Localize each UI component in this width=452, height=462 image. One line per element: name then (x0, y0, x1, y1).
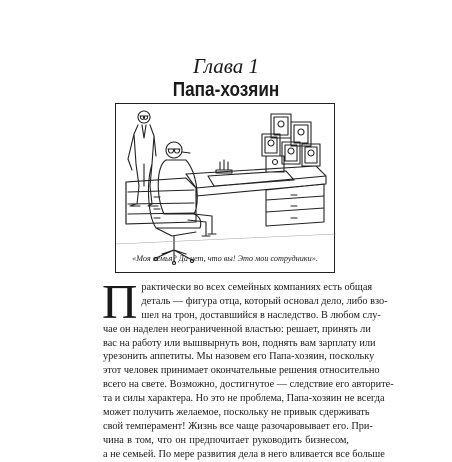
cigar (182, 152, 190, 153)
text-line: чае он наделен неограниченной властью: решает, принять ли (103, 323, 371, 335)
text-line: может получить желаемое, поскольку не привык сдерживать (103, 407, 370, 419)
seated-man-body (158, 160, 197, 214)
text-line: вас на работу или вышвырнуть вон, поднять вам зарплату или (103, 337, 376, 349)
desk-right-pedestal (266, 184, 324, 226)
text-line: урезонить аппетиты. Мы назовем его Папа-хозяин, поскольку (103, 351, 375, 363)
chapter-title: Папа-хозяин (172, 79, 280, 101)
cartoon-illustration (115, 103, 335, 273)
text-line: этот человек принимает окончательные решения относительно (103, 365, 380, 377)
text-line: чина в том, что он предпочитает руководить бизнесом, (103, 434, 349, 446)
text-line: шел на трон, доставшийся в наследство. В любом слу- (141, 309, 381, 321)
chapter-label: Глава 1 (193, 54, 259, 78)
illustration-caption: «Моя семья? Да нет, что вы! Это мои сотрудники». (132, 254, 318, 263)
text-line: всего на свете. Возможно, достигнутое — следствие его авторите- (103, 379, 394, 391)
cartoon-drawing (116, 104, 336, 274)
text-line: рактически во всех семейных компаниях есть общая (141, 282, 373, 293)
text-line: та и силы характера. Но это не проблема, Папа-хозяин не всегда (103, 393, 385, 405)
desk-left-pedestal (126, 178, 196, 224)
text-line: свой темперамент! Жизнь все чаще разочаровывает его. При- (103, 420, 373, 432)
drop-cap: П (102, 274, 138, 329)
body-text (102, 274, 394, 462)
text-line: а не семьей. По мере развития дела в него вливается все больше (103, 448, 385, 460)
text-line: деталь — фигура отца, который основал дело, либо взо- (141, 295, 388, 307)
desk-top (186, 166, 326, 188)
